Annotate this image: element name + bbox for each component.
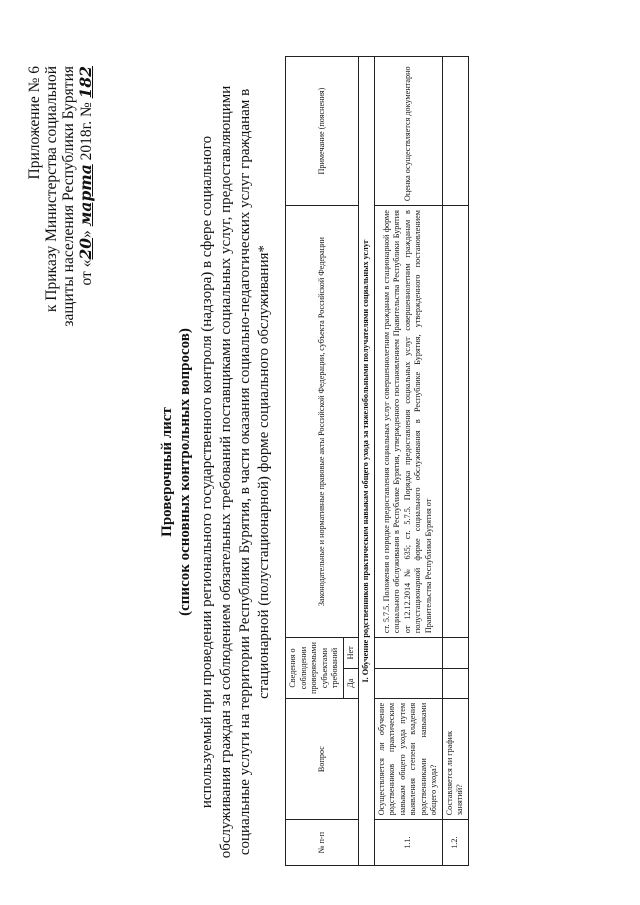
order-number: 182 bbox=[76, 66, 95, 99]
section-title: I. Обучение родственников практическим навыкам общего ухода за тяжелобольными получателями социальных услуг bbox=[359, 57, 375, 866]
header-law: Законодательные и нормативные правовые акты Российской Федерации, субъекта Российской Федерации bbox=[286, 206, 359, 638]
row-yes-cell[interactable] bbox=[374, 668, 442, 698]
row-yes-cell[interactable] bbox=[442, 668, 468, 698]
date-month: марта bbox=[76, 164, 95, 227]
date-prefix: от « bbox=[78, 259, 95, 286]
table-row bbox=[442, 57, 468, 866]
header-question: Вопрос bbox=[286, 698, 359, 819]
appendix-line-2: к Приказу Министерства социальной bbox=[43, 66, 60, 313]
document-page bbox=[20, 42, 620, 902]
title-line-1: Проверочный лист bbox=[159, 407, 175, 537]
appendix-line-1: Приложение № 6 bbox=[26, 66, 43, 180]
table-row bbox=[374, 57, 442, 866]
appendix-header bbox=[26, 66, 95, 327]
row-question: Осуществляется ли обучение родственников практическим навыкам общего ухода путем выявления степени владения родственниками навыками общего ухода? bbox=[374, 698, 442, 819]
row-no-cell[interactable] bbox=[442, 638, 468, 668]
appendix-line-3: защиты населения Республики Бурятия bbox=[60, 66, 77, 327]
row-num: 1.1. bbox=[374, 820, 442, 866]
date-day: 20 bbox=[76, 237, 95, 260]
row-note: Оценка осуществляется документарно bbox=[374, 57, 442, 206]
row-note bbox=[442, 57, 468, 206]
date-mid: » bbox=[78, 230, 95, 238]
row-law bbox=[442, 206, 468, 638]
header-yes: Да bbox=[343, 668, 359, 698]
document-purpose bbox=[198, 82, 274, 862]
purpose-line-4: стационарной (полустационарной) форме социального обслуживания* bbox=[256, 245, 272, 699]
purpose-line-2: обслуживания граждан за соблюдением обязательных требований поставщиками социальных услуг, предоставляющими bbox=[218, 85, 234, 859]
header-row bbox=[286, 57, 344, 866]
row-no-cell[interactable] bbox=[374, 638, 442, 668]
purpose-line-1: используемый при проведении регионального государственного контроля (надзора) в сфере социального bbox=[199, 135, 215, 809]
row-law: ст. 5.7.5. Положения о порядке предоставления социальных услуг совершеннолетним гражданам в стационарной форме социального обслуживания в Республике Бурятия, утвержденного постановлением Правительства Республики Бурятия от 12.12.2014 № 635; ст. 5.7.5. Порядка предоставления социальных услуг совершеннолетним гражданам в полустационарной форме социального обслуживания в Республике Бурятия, утвержденного постановлением Правительства Республики Бурятия от bbox=[374, 206, 442, 638]
document-title bbox=[158, 42, 194, 902]
header-compliance: Сведения о соблюдении проверяемыми субъектами требований bbox=[286, 638, 344, 699]
header-note: Примечание (пояснения) bbox=[286, 57, 359, 206]
row-num: 1.2. bbox=[442, 820, 468, 866]
date-suffix: 2018г. № bbox=[78, 102, 95, 161]
header-no: Нет bbox=[343, 638, 359, 668]
header-num: № п-п bbox=[286, 820, 359, 866]
section-row bbox=[359, 57, 375, 866]
appendix-date bbox=[77, 66, 95, 327]
title-line-2: (список основных контрольных вопросов) bbox=[177, 328, 193, 616]
row-question: Составляется ли график занятий? bbox=[442, 698, 468, 819]
purpose-line-3: социальные услуги на территории Республики Бурятия, в части оказания социально-педагогических услуг гражданам в bbox=[237, 88, 253, 856]
checklist-table bbox=[285, 56, 469, 866]
